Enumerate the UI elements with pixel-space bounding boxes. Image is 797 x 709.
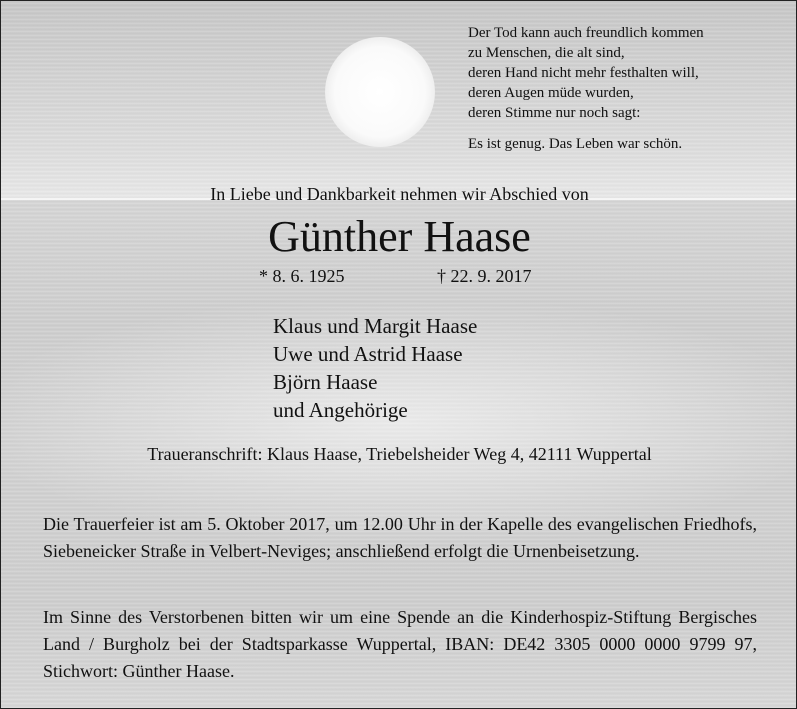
poem-closing: Es ist genug. Das Leben war schön.: [468, 136, 683, 152]
poem-line: deren Augen müde wurden,: [468, 85, 634, 101]
mourner-name: Uwe und Astrid Haase: [273, 342, 463, 366]
poem-line: Der Tod kann auch freundlich kommen: [468, 25, 704, 41]
funeral-service-paragraph: Die Trauerfeier ist am 5. Oktober 2017, um 12.00 Uhr in der Kapelle des evangelischen Friedhofs, Siebeneicker Straße in Velbert-Neviges; anschließend erfolgt die Urnenbeisetzung.: [43, 514, 757, 561]
poem-line: zu Menschen, die alt sind,: [468, 45, 625, 61]
poem-line: deren Hand nicht mehr festhalten will,: [468, 65, 699, 81]
donation-paragraph: Im Sinne des Verstorbenen bitten wir um eine Spende an die Kinderhospiz-Stiftung Bergisches Land / Burgholz bei der Stadtsparkasse Wuppertal, IBAN: DE42 3305 0000 0000 9799 97, Stichwort: Günther Haase.: [43, 607, 757, 681]
mourner-name: und Angehörige: [273, 398, 408, 422]
birth-date: * 8. 6. 1925: [259, 266, 345, 286]
mourners-list: [273, 312, 477, 424]
mourner-name: Klaus und Margit Haase: [273, 314, 478, 338]
poem: [468, 23, 704, 154]
intro-text: In Liebe und Dankbarkeit nehmen wir Abschied von: [210, 184, 589, 204]
death-date: † 22. 9. 2017: [437, 266, 532, 286]
deceased-name: Günther Haase: [268, 212, 531, 261]
mourning-address: Traueranschrift: Klaus Haase, Triebelsheider Weg 4, 42111 Wuppertal: [147, 444, 652, 464]
mourner-name: Björn Haase: [273, 370, 378, 394]
sun-image: [325, 37, 435, 147]
poem-line: deren Stimme nur noch sagt:: [468, 105, 641, 121]
